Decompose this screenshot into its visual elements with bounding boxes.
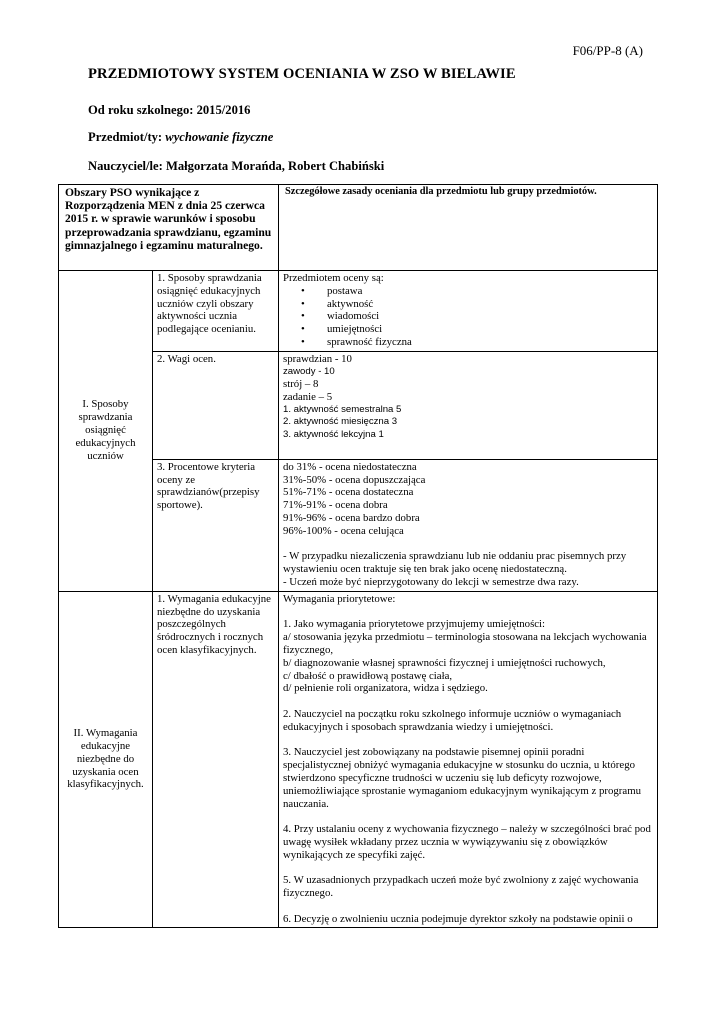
- document-id: F06/PP-8 (A): [572, 43, 643, 58]
- section-2-name: II. Wymagania edukacyjne niezbędne do uzyskania ocen klasyfikacyjnych.: [59, 591, 153, 928]
- school-year: Od roku szkolnego: 2015/2016: [88, 103, 251, 117]
- row-label: 2. Wagi ocen.: [153, 351, 279, 459]
- list-item: • wiadomości: [327, 310, 653, 323]
- teachers-line: Nauczyciel/le: Małgorzata Morańda, Robert Chabiński: [88, 159, 385, 173]
- spacer: [283, 695, 653, 708]
- weight-line: strój – 8: [283, 378, 319, 391]
- list-item: • aktywność: [327, 298, 653, 311]
- requirements-intro: Wymagania priorytetowe:: [283, 592, 396, 605]
- grade-line: 51%-71% - ocena dostateczna: [283, 486, 414, 499]
- subject-line: [88, 130, 273, 145]
- grade-line: 31%-50% - ocena dopuszczająca: [283, 473, 426, 486]
- paragraph-5: 5. W uzasadnionych przypadkach uczeń może być zwolniony z zajęć wychowania fizycznego.: [283, 874, 639, 900]
- weight-line: zadanie – 5: [283, 390, 333, 403]
- spacer: [283, 861, 653, 874]
- row-label: 1. Wymagania edukacyjne niezbędne do uzyskania poszczególnych śródrocznych i rocznych ocen klasyfikacyjnych.: [153, 591, 279, 928]
- requirement-item: d/ pełnienie roli organizatora, widza i sędziego.: [283, 682, 488, 695]
- page-title: PRZEDMIOTOWY SYSTEM OCENIANIA W ZSO W BIELAWIE: [88, 66, 516, 82]
- header-right-cell: Szczegółowe zasady oceniania dla przedmiotu lub grupy przedmiotów.: [279, 185, 658, 271]
- weight-line: zawody - 10: [283, 365, 335, 377]
- list-item: • sprawność fizyczna: [327, 336, 653, 349]
- table-row: [59, 271, 658, 352]
- paragraph-2: 2. Nauczyciel na początku roku szkolnego informuje uczniów o wymaganiach edukacyjnych i sposobach sprawdzania wiedzy i umiejętności.: [283, 707, 622, 733]
- note-failed-test: - W przypadku niezaliczenia sprawdzianu lub nie oddaniu prac pisemnych przy wystawieniu ocen traktuje się ten brak jako ocenę niedostateczną.: [283, 550, 627, 576]
- table-row: [59, 591, 658, 928]
- paragraph-3: 3. Nauczyciel jest zobowiązany na podstawie pisemnej opinii poradni specjalistycznej obniżyć wymagania edukacyjne w stosunku do ucznia, u którego stwierdzono specyficzne trudności w uczeniu się lub deficyty rozwojowe, uniemożliwiające sprostanie wymaganiom edukacyjnym wynikającym z programu nauczania.: [283, 746, 641, 810]
- spacer: [283, 734, 653, 747]
- subjects-intro: Przedmiotem oceny są:: [283, 272, 384, 284]
- row-content: [279, 351, 658, 459]
- list-item: • postawa: [327, 285, 653, 298]
- spacer: [283, 810, 653, 823]
- weight-line: sprawdzian - 10: [283, 352, 352, 365]
- row-label: 3. Procentowe kryteria oceny ze sprawdzianów(przepisy sportowe).: [153, 459, 279, 591]
- spacer: [283, 900, 653, 913]
- row-content: [279, 271, 658, 352]
- row-label: 1. Sposoby sprawdzania osiągnięć edukacyjnych uczniów czyli obszary aktywności ucznia podlegające ocenianiu.: [153, 271, 279, 352]
- paragraph-6: 6. Decyzję o zwolnieniu ucznia podejmuje dyrektor szkoły na podstawie opinii o: [283, 912, 633, 925]
- spacer: [283, 606, 653, 619]
- grade-line: 71%-91% - ocena dobra: [283, 499, 388, 512]
- requirement-item: c/ dbałość o prawidłową postawę ciała,: [283, 669, 453, 682]
- requirement-item: b/ diagnozowanie własnej sprawności fizycznej i umiejętności ruchowych,: [283, 656, 606, 669]
- note-unprepared: - Uczeń może być nieprzygotowany do lekcji w semestrze dwa razy.: [283, 575, 579, 588]
- weight-line: 3. aktywność lekcyjna 1: [283, 428, 384, 440]
- grade-line: do 31% - ocena niedostateczna: [283, 460, 417, 473]
- grade-line: 91%-96% - ocena bardzo dobra: [283, 511, 420, 524]
- weight-line: 2. aktywność miesięczna 3: [283, 416, 398, 428]
- subjects-list: [283, 285, 653, 349]
- row-content: [279, 459, 658, 591]
- paragraph-4: 4. Przy ustalaniu oceny z wychowania fizycznego – należy w szczególności brać pod uwagę wysiłek wkładany przez ucznia w wywiązywaniu się z obowiązków wynikających ze specyfiki zajęć.: [283, 823, 651, 861]
- requirement-item: a/ stosowania języka przedmiotu – terminologia stosowana na lekcjach wychowania fizycznego,: [283, 631, 647, 656]
- row-content: [279, 591, 658, 928]
- grade-line: 96%-100% - ocena celująca: [283, 524, 404, 537]
- table-header-row: [59, 185, 658, 271]
- subject-value: wychowanie fizyczne: [165, 130, 274, 144]
- subject-label: Przedmiot/ty:: [88, 130, 163, 144]
- grading-table: [58, 184, 658, 928]
- list-item: • umiejętności: [327, 323, 653, 336]
- spacer: [283, 538, 653, 551]
- requirement-lead: 1. Jako wymagania priorytetowe przyjmujemy umiejętności:: [283, 618, 546, 631]
- weight-line: 1. aktywność semestralna 5: [283, 403, 402, 415]
- header-left-cell: Obszary PSO wynikające z Rozporządzenia MEN z dnia 25 czerwca 2015 r. w sprawie warunków i sposobu przeprowadzania sprawdzianu, egzaminu gimnazjalnego i egzaminu maturalnego.: [59, 185, 279, 271]
- section-1-name: I. Sposoby sprawdzania osiągnięć edukacyjnych uczniów: [59, 271, 153, 592]
